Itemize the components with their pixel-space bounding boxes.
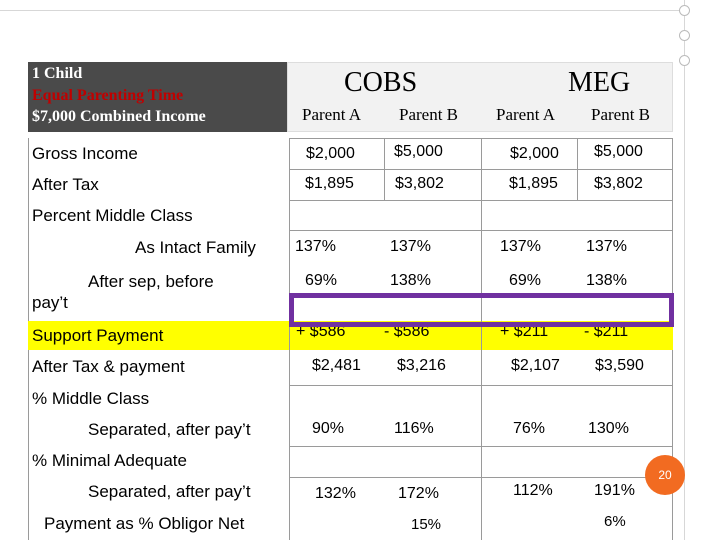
group-header-meg: MEG: [568, 67, 631, 98]
slide-number-badge: 20: [645, 455, 685, 495]
table-cell: 69%: [305, 272, 338, 289]
table-cell: + $586: [296, 323, 346, 340]
column-divider: [481, 138, 482, 540]
column-divider: [384, 170, 385, 200]
table-cell: $3,802: [594, 175, 643, 192]
table-cell: - $586: [384, 323, 430, 340]
table-cell: 90%: [312, 420, 345, 437]
table-cell: $5,000: [594, 143, 643, 160]
table-cell: 6%: [604, 513, 626, 530]
highlight-box: [289, 293, 674, 327]
title-line-2: Equal Parenting Time: [32, 87, 184, 104]
table-cell: 132%: [315, 485, 356, 502]
table-cell: 76%: [513, 420, 546, 437]
table-cell: 172%: [398, 485, 439, 502]
row-label-after-tax: After Tax: [32, 175, 99, 194]
title-line-1: 1 Child: [32, 65, 83, 82]
group-header-cobs: COBS: [344, 67, 418, 98]
table-cell: 112%: [513, 482, 553, 499]
title-line-3: $7,000 Combined Income: [32, 108, 206, 125]
table-cell: $2,000: [306, 145, 355, 162]
row-label-separated-after-payt: Separated, after pay’t: [88, 420, 251, 439]
table-cell: 69%: [509, 272, 542, 289]
row-label-payment-pct-obligor-net: Payment as % Obligor Net: [44, 514, 245, 533]
table-cell: $1,895: [509, 175, 558, 192]
frame-dot-icon: [679, 55, 690, 66]
table-header-label-cell: [28, 62, 287, 132]
row-label-after-sep-cont: pay’t: [32, 293, 68, 312]
frame-dot-icon: [679, 5, 690, 16]
row-divider: [289, 138, 673, 139]
row-label-separated-after-payt: Separated, after pay’t: [88, 482, 251, 501]
table-cell: 116%: [394, 420, 434, 437]
column-header-parent-a: Parent A: [496, 105, 556, 124]
table-cell: 137%: [390, 238, 431, 255]
table-cell: 15%: [411, 516, 442, 533]
table-cell: + $211: [500, 323, 549, 340]
row-divider: [289, 385, 673, 386]
frame-dot-icon: [679, 30, 690, 41]
table-cell: 138%: [586, 272, 627, 289]
table-cell: 191%: [594, 482, 635, 499]
column-header-parent-a: Parent A: [302, 105, 362, 124]
column-header-parent-b: Parent B: [591, 105, 651, 124]
table-cell: $2,107: [511, 357, 560, 374]
table-header-columns: [287, 62, 673, 132]
table-cell: $1,895: [305, 175, 354, 192]
row-label-pct-minimal-adequate: % Minimal Adequate: [32, 451, 187, 470]
table-cell: $2,000: [510, 145, 559, 162]
frame-top-line: [0, 10, 685, 11]
row-divider: [289, 200, 673, 201]
row-label-support-payment: Support Payment: [32, 326, 164, 345]
frame-right-line: [684, 0, 685, 540]
row-label-after-tax-payment: After Tax & payment: [32, 357, 185, 376]
table-cell: $3,802: [395, 175, 444, 192]
row-divider: [289, 230, 673, 231]
column-header-parent-b: Parent B: [399, 105, 459, 124]
table-cell: $3,216: [397, 357, 446, 374]
row-label-percent-middle-class: Percent Middle Class: [32, 206, 193, 225]
row-label-as-intact-family: As Intact Family: [135, 238, 256, 257]
row-divider: [289, 446, 673, 447]
table-cell: $2,481: [312, 357, 361, 374]
table-cell: 137%: [500, 238, 541, 255]
table-cell: 137%: [295, 238, 336, 255]
table-cell: 137%: [586, 238, 627, 255]
table-cell: 130%: [588, 420, 629, 437]
table-cell: 138%: [390, 272, 431, 289]
table-cell: $5,000: [394, 143, 443, 160]
column-divider: [289, 138, 290, 540]
row-label-pct-middle-class: % Middle Class: [32, 389, 150, 408]
column-divider: [384, 138, 385, 170]
row-divider: [289, 169, 673, 170]
row-label-gross-income: Gross Income: [32, 144, 138, 163]
row-label-after-sep: After sep, before: [88, 272, 214, 291]
table-cell: $3,590: [595, 357, 644, 374]
row-divider: [289, 477, 673, 478]
table-cell: - $211: [584, 323, 629, 340]
